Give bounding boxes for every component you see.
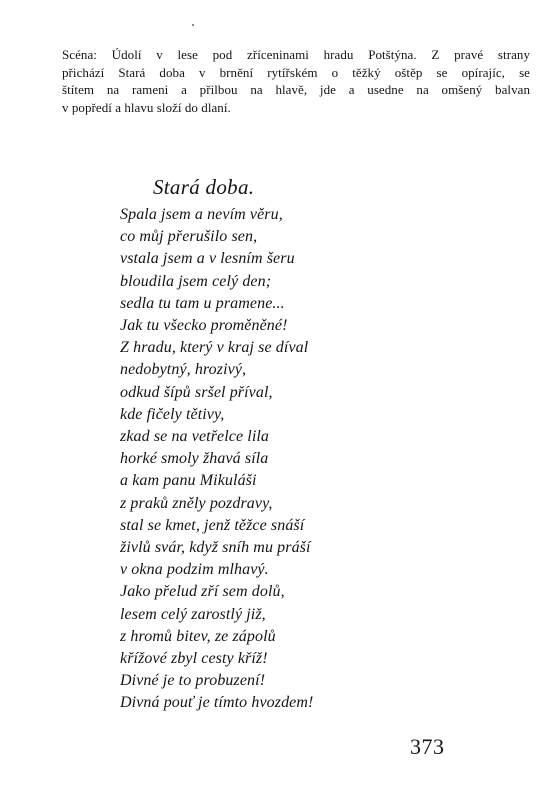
verse-line: sedla tu tam u pramene... [120,294,285,312]
verse-line: co můj přerušilo sen, [120,228,258,246]
poem-verses [120,204,313,715]
verse-line: živlů svár, když sníh mu práší [120,539,311,557]
verse-line: horké smoly žhavá síla [120,450,269,468]
verse-line: Jak tu všecko proměněné! [120,317,288,335]
verse-line: a kam panu Mikuláši [120,472,257,490]
verse-line: nedobytný, hrozivý, [120,361,247,379]
scene-line: v popředí a hlavu složí do dlaní. [62,99,231,115]
verse-line: z praků zněly pozdravy, [120,494,273,512]
verse-line: z hromů bitev, ze zápolů [120,627,276,645]
verse-line: Z hradu, který v kraj se díval [120,339,309,357]
page-number: 373 [410,734,445,759]
verse-line: Jako přelud zří sem dolů, [120,583,285,601]
scene-line: Scéna: Údolí v lese pod zříceninami hradu Potštýna. Z pravé strany [62,47,530,62]
verse-line: vstala jsem a v lesním šeru [120,250,295,268]
verse-line: křížové zbyl cesty kříž! [120,650,268,668]
verse-line: v okna podzim mlhavý. [120,561,269,579]
verse-line: stal se kmet, jenž těžce snáší [120,516,305,534]
verse-line: Spala jsem a nevím věru, [120,206,283,223]
verse-line: Divná pouť je tímto hvozdem! [120,694,314,712]
verse-line: odkud šípů sršel příval, [120,383,273,401]
verse-line: Divné je to probuzení! [120,672,266,690]
scene-line: přichází Stará doba v brnění rytířském o těžký oštěp se opírajíc, se [62,64,530,80]
verse-line: kde fičely tětivy, [120,405,225,423]
paper-speck [192,24,194,26]
verse-line: lesem celý zarostlý již, [120,605,266,623]
verse-line: bloudila jsem celý den; [120,272,272,290]
verse-line: zkad se na vetřelce lila [120,428,270,446]
scene-direction [62,46,530,116]
poem-title: Stará doba. [153,175,255,199]
scene-line: štítem na rameni a přilbou na hlavě, jde a usedne na omšený balvan [62,82,530,97]
